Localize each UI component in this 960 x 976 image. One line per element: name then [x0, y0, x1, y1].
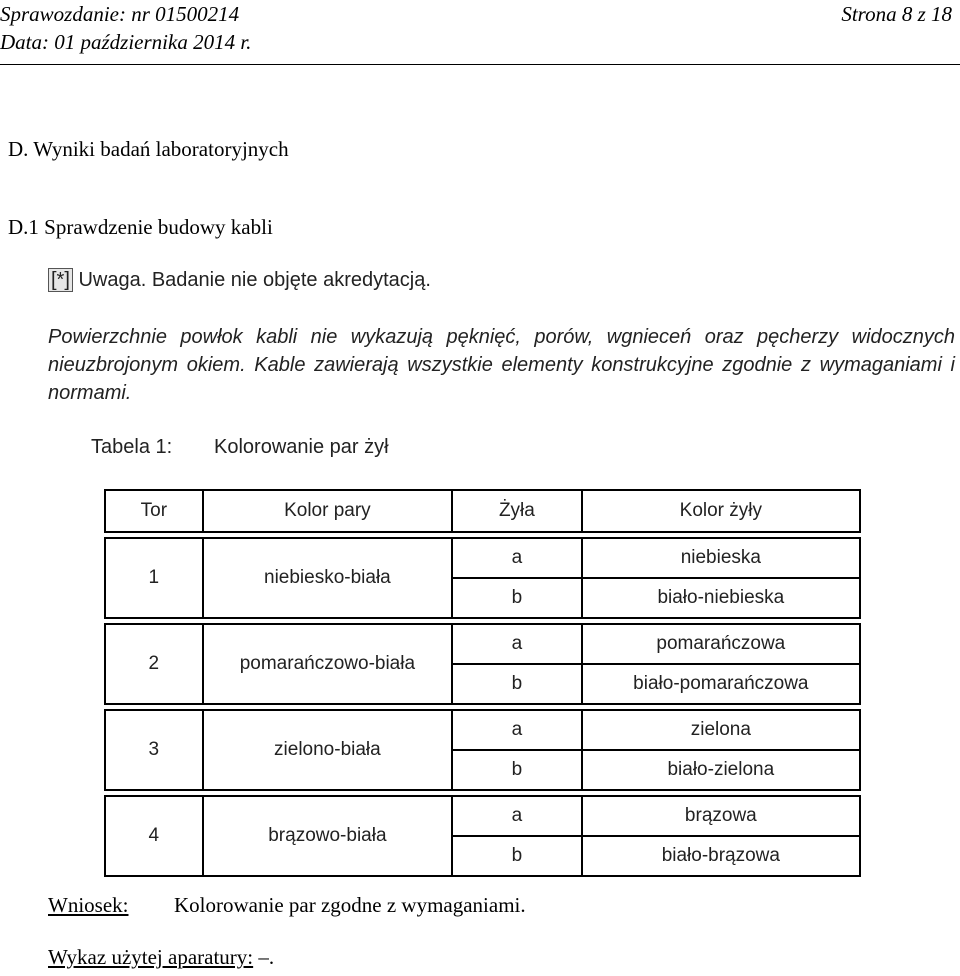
table-row: [105, 710, 860, 750]
wire-color-cell: biało-zielona: [582, 750, 860, 790]
wire-cell: b: [452, 664, 582, 704]
wire-color-cell: biało-niebieska: [582, 578, 860, 618]
wire-color-cell: pomarańczowa: [582, 624, 860, 664]
pair-color-cell: niebiesko-biała: [203, 538, 452, 618]
wire-color-cell: zielona: [582, 710, 860, 750]
equipment-value: –.: [253, 945, 275, 969]
table-caption: [91, 436, 389, 459]
tor-cell: 2: [105, 624, 203, 704]
conclusion-label: Wniosek:: [48, 893, 129, 917]
table-row: [105, 538, 860, 578]
wire-color-cell: brązowa: [582, 796, 860, 836]
accreditation-note: [48, 269, 431, 292]
note-tag: [*]: [48, 268, 73, 292]
pair-color-cell: brązowo-biała: [203, 796, 452, 876]
header-wire-color: Kolor żyły: [582, 490, 860, 532]
conclusion: [48, 893, 526, 918]
wire-color-cell: biało-brązowa: [582, 836, 860, 876]
table-caption-label: Tabela 1:: [91, 436, 173, 458]
pair-color-cell: pomarańczowo-biała: [203, 624, 452, 704]
wire-cell: a: [452, 796, 582, 836]
wire-cell: a: [452, 710, 582, 750]
subsection-title: D.1 Sprawdzenie budowy kabli: [8, 215, 273, 239]
wire-color-cell: niebieska: [582, 538, 860, 578]
conclusion-text: Kolorowanie par zgodne z wymaganiami.: [174, 893, 526, 917]
wire-cell: b: [452, 836, 582, 876]
report-number: Sprawozdanie: nr 01500214: [0, 2, 240, 26]
report-header: [0, 0, 251, 56]
table-header-row: [105, 490, 860, 532]
equipment-list: [48, 945, 274, 970]
page-number: Strona 8 z 18: [841, 2, 952, 26]
wire-cell: a: [452, 624, 582, 664]
wire-cell: a: [452, 538, 582, 578]
section-title: D. Wyniki badań laboratoryjnych: [8, 137, 289, 161]
tor-cell: 3: [105, 710, 203, 790]
note-text: Uwaga. Badanie nie objęte akredytacją.: [78, 269, 431, 291]
header-tor: Tor: [105, 490, 203, 532]
inspection-paragraph: Powierzchnie powłok kabli nie wykazują pęknięć, porów, wgnieceń oraz pęcherzy widocznych nieuzbrojonym okiem. Kable zawierają wszystkie elementy konstrukcyjne zgodnie z wymaganiami i normami.: [48, 326, 955, 404]
wire-color-cell: biało-pomarańczowa: [582, 664, 860, 704]
wire-cell: b: [452, 578, 582, 618]
table-caption-title: Kolorowanie par żył: [214, 436, 389, 458]
pair-coloring-table: [104, 489, 861, 877]
report-date: Data: 01 października 2014 r.: [0, 30, 252, 54]
pair-color-cell: zielono-biała: [203, 710, 452, 790]
tor-cell: 4: [105, 796, 203, 876]
table-row: [105, 796, 860, 836]
tor-cell: 1: [105, 538, 203, 618]
header-wire: Żyła: [452, 490, 582, 532]
equipment-label: Wykaz użytej aparatury:: [48, 945, 254, 969]
table-row: [105, 624, 860, 664]
header-divider: [0, 64, 960, 65]
wire-cell: b: [452, 750, 582, 790]
header-pair-color: Kolor pary: [203, 490, 452, 532]
